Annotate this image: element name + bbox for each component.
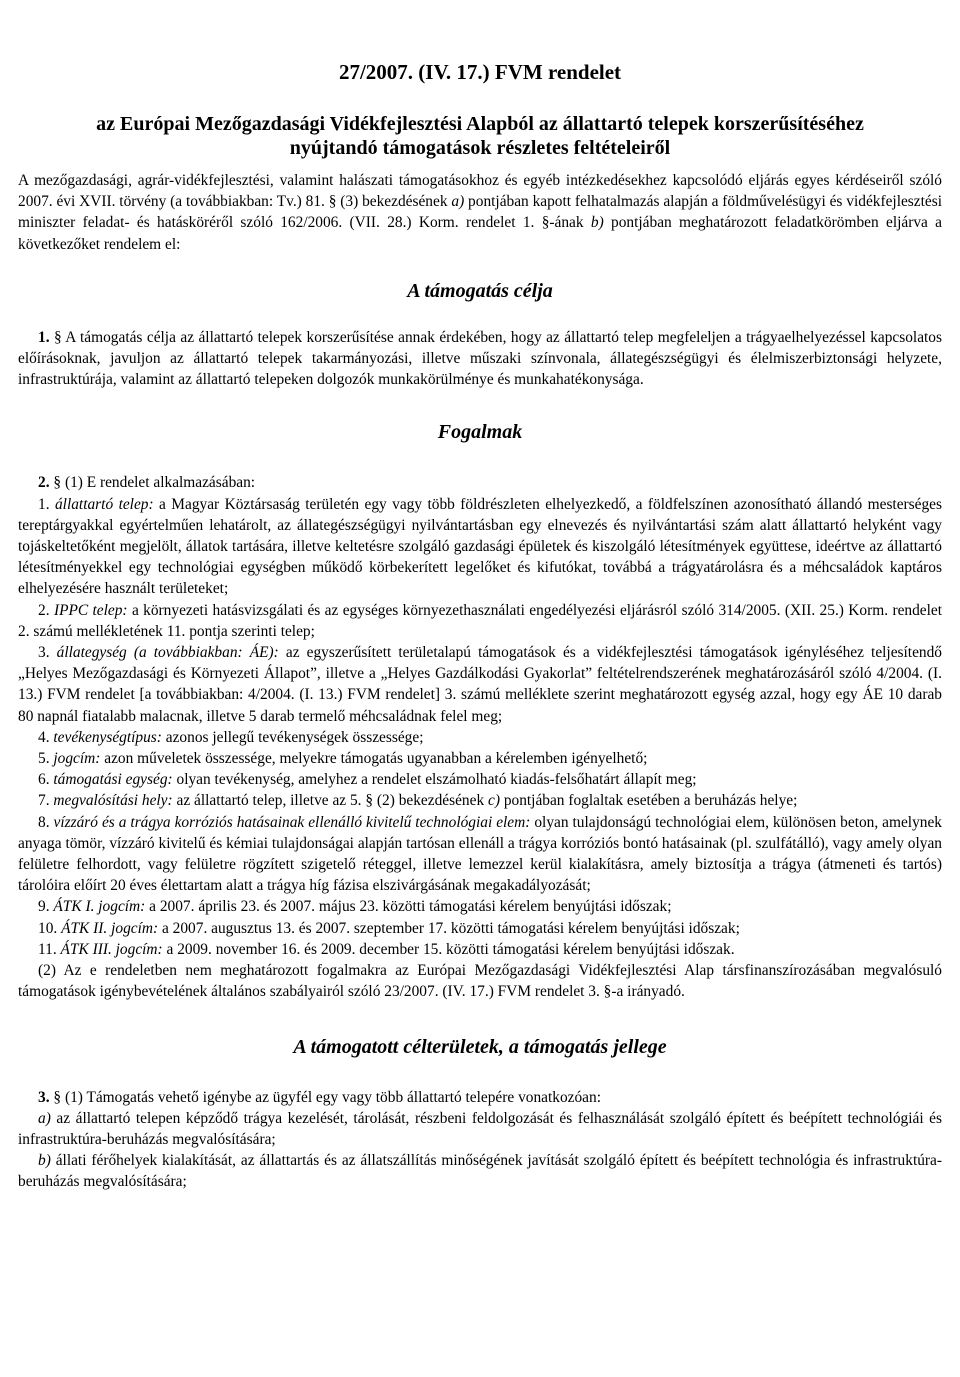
section-3	[18, 1087, 942, 1108]
document-subtitle-line-2: nyújtandó támogatások részletes feltételeiről	[289, 137, 671, 159]
definition-term: megvalósítási hely:	[53, 792, 173, 810]
definition-1	[18, 494, 942, 600]
preamble-point-b: b)	[590, 214, 604, 232]
definition-term: vízzáró és a trágya korróziós hatásainak ellenálló kivitelű technológiai elem:	[53, 813, 531, 831]
document-title: 27/2007. (IV. 17.) FVM rendelet	[338, 60, 622, 84]
definition-8	[18, 812, 942, 897]
preamble-point-a: a)	[451, 193, 465, 211]
definition-term: állattartó telep:	[54, 495, 154, 513]
definition-text: azonos jellegű tevékenységek összessége;	[161, 728, 424, 746]
definition-5	[18, 748, 942, 769]
point-text: állati férőhelyek kialakítását, az állattartás és az állatszállítás minőségének javítását szolgáló épített és beépített technológia és infrastruktúra-beruházás megvalósítására;	[18, 1152, 942, 1191]
definition-text: az állattartó telep, illetve az 5. § (2) bekezdésének	[172, 792, 488, 810]
definition-text: a környezeti hatásvizsgálati és az egységes környezethasználati engedélyezési eljárásról szóló 314/2005. (XII. 25.) Korm. rendelet 2. számú mellékletének 11. pontja szerinti telep;	[18, 601, 943, 640]
section-3-point-a	[18, 1108, 942, 1150]
definition-6	[18, 769, 942, 790]
definition-number: 11.	[38, 940, 61, 958]
point-label-b: b)	[38, 1152, 51, 1170]
section-2	[18, 472, 942, 493]
definition-text: a 2007. augusztus 13. és 2007. szeptember 17. közötti támogatási kérelem benyújtási időszak;	[158, 919, 740, 937]
definition-number: 9.	[38, 898, 54, 916]
definition-term: jogcím:	[53, 750, 101, 768]
definition-9	[18, 896, 942, 917]
definition-number: 8.	[38, 813, 54, 831]
definition-number: 3.	[38, 644, 57, 662]
preamble-text-2: pontjában kapott felhatalmazás alapján a földművelésügyi és vidékfejlesztési miniszter feladat- és hatásköréről szóló 162/2006. (VII. 28.) Korm. rendelet 1. §-ának	[18, 193, 942, 232]
point-label-a: a)	[38, 1109, 51, 1127]
section-1-text: § A támogatás célja az állattartó telepek korszerűsítése annak érdekében, hogy az állattartó telep megfeleljen a trágyaelhelyezéssel kapcsolatos előírásoknak, javuljon az állattartó telepek takarmányozási, illetve műszaki színvonala, állategészségügyi és élelmiszerbiztonsági helyzete, infrastruktúrája, valamint az állattartó telepeken dolgozók munkakörülménye és munkahatékonysága.	[18, 328, 942, 389]
point-text: az állattartó telepen képződő trágya kezelését, tárolását, részbeni feldolgozását és felhasználását szolgáló épített és beépített technológiái és infrastruktúra-beruházás megvalósítására;	[18, 1109, 942, 1148]
heading-tamogatas-celja: A támogatás célja	[407, 279, 553, 302]
definition-2	[18, 600, 942, 642]
definition-number: 1.	[38, 495, 55, 513]
section-2-text: § (1) E rendelet alkalmazásában:	[49, 474, 256, 492]
section-3-text: § (1) Támogatás vehető igénybe az ügyfél egy vagy több állattartó telepére vonatkozóan:	[49, 1088, 601, 1106]
definition-number: 6.	[38, 771, 54, 789]
definition-text: a Magyar Köztársaság területén egy vagy több földrészleten elhelyezkedő, a földfelszínen azonosítható állandó mesterséges tereptárgyakkal egyértelműen lehatárolt, az állategészségügyi nyilvántartásban egy elnevezés és nyilvántartási szám alatt állattartó helyként vagy tojáskeltetőként megjelölt, állatok tartására, illetve keltetésre szolgáló gazdasági épületek és kiszolgáló létesítmények együttese, ideértve az állattartó létesítményekkel egy technológiai egységben működő körbekerített legelőket és kifutókat, továbbá a trágyatárolásra és a méhcsaládok kaptáros elhelyezésére használt területeket;	[18, 495, 942, 598]
document-subtitle-line-1: az Európai Mezőgazdasági Vidékfejlesztési Alapból az állattartó telepek korszerűsítéséhez	[96, 113, 864, 135]
definition-3	[18, 642, 942, 727]
definition-term: tevékenységtípus:	[53, 728, 162, 746]
definition-10	[18, 918, 942, 939]
definition-text: olyan tulajdonságú technológiai elem, különösen beton, amelynek anyaga tömör, vízzáró kivitelű és kémiai tulajdonságai alapján tartósan ellenáll a trágya korróziós bontó hatásainak (pl. szulfátálló), vagy amely olyan felületre felhordott, vagy felületre rögzített szigetelő réteggel, illetve lemezzel kerül kialakításra, amely biztosítja a trágya (átmeneti és tartós) tárolóira előírt 20 éves élettartam alatt a trágya híg fázisa elszivárgásának megakadályozását;	[18, 813, 943, 895]
definition-text: az egyszerűsített területalapú támogatások és a vidékfejlesztési támogatások igényléséhez teljesítendő „Helyes Mezőgazdasági és Környezeti Állapot”, illetve a „Helyes Gazdálkodási Gyakorlat” feltételrendszerének meghatározásáról szóló 4/2004. (I. 13.) FVM rendelet [a továbbiakban: 4/2004. (I. 13.) FVM rendelet] 3. számú melléklete szerint meghatározott egység azzal, hogy egy ÁE 10 darab 80 napnál fiatalabb malacnak, illetve 5 darab termelő méhcsaládnak felel meg;	[18, 644, 942, 725]
definition-text: azon műveletek összessége, melyekre támogatás ugyanabban a kérelemben igényelhető;	[100, 750, 648, 768]
section-2-paragraph-2: (2) Az e rendeletben nem meghatározott fogalmakra az Európai Mezőgazdasági Vidékfejlesztési Alap társfinanszírozásában megvalósuló támogatások igénybevételének általános szabályairól szóló 23/2007. (IV. 17.) FVM rendelet 3. §-a irányadó.	[18, 962, 942, 1001]
preamble-text-3: pontjában meghatározott feladatkörömben eljárva a következőket rendelem el:	[18, 214, 942, 253]
definition-7	[18, 790, 942, 811]
definition-4	[18, 727, 942, 748]
definition-term: támogatási egység:	[53, 771, 173, 789]
section-1	[18, 327, 942, 391]
definition-number: 5.	[38, 750, 54, 768]
definition-number: 4.	[38, 728, 54, 746]
definition-11	[18, 939, 942, 960]
definition-term: állategység (a továbbiakban: ÁE):	[56, 644, 279, 662]
preamble	[18, 170, 942, 255]
section-3-number: 3.	[38, 1088, 50, 1106]
definition-text: a 2007. április 23. és 2007. május 23. közötti támogatási kérelem benyújtási időszak;	[145, 898, 672, 916]
section-3-point-b	[18, 1150, 942, 1192]
definition-text: olyan tevékenység, amelyhez a rendelet elszámolható kiadás-felsőhatárt állapít meg;	[172, 771, 697, 789]
definition-number: 10.	[38, 919, 62, 937]
heading-celteruletek: A támogatott célterületek, a támogatás jellege	[293, 1035, 667, 1058]
definition-number: 2.	[38, 601, 54, 619]
heading-fogalmak: Fogalmak	[437, 421, 523, 444]
definition-term: ÁTK III. jogcím:	[60, 940, 163, 958]
definition-number: 7.	[38, 792, 54, 810]
definition-text: a 2009. november 16. és 2009. december 15. közötti támogatási kérelem benyújtási időszak.	[162, 940, 735, 958]
preamble-text-1: A mezőgazdasági, agrár-vidékfejlesztési, valamint halászati támogatásokhoz és egyéb intézkedésekhez kapcsolódó eljárás egyes kérdéseiről szóló 2007. évi XVII. törvény (a továbbiakban: Tv.) 81. § (3) bekezdésének	[18, 172, 942, 211]
section-1-number: 1.	[38, 328, 50, 346]
section-2-number: 2.	[38, 474, 50, 492]
definition-term: IPPC telep:	[53, 601, 128, 619]
definition-text: pontjában foglaltak esetében a beruházás helye;	[499, 792, 798, 810]
definition-point-c: c)	[488, 792, 500, 810]
definition-term: ÁTK I. jogcím:	[53, 898, 146, 916]
definition-term: ÁTK II. jogcím:	[61, 919, 159, 937]
